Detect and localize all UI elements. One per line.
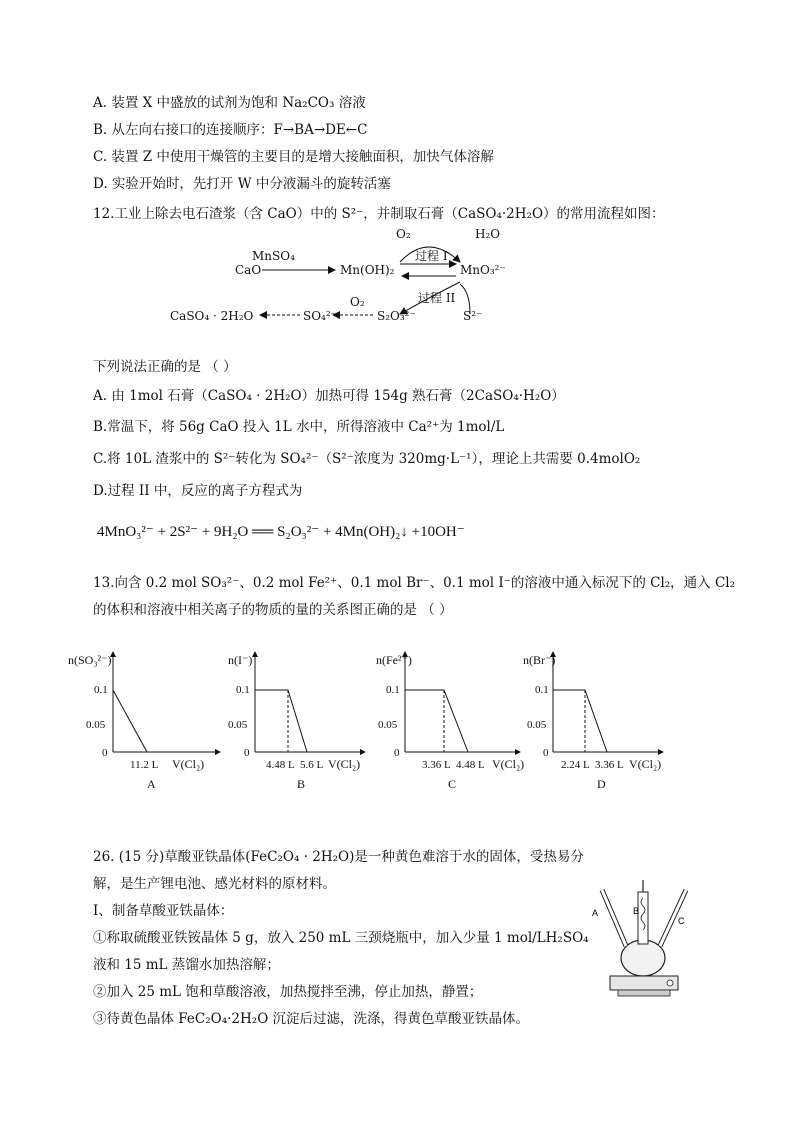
graph-b-line: [255, 690, 307, 752]
apparatus-label-b: B: [633, 906, 640, 916]
q11-option-b: B. 从左向右接口的连接顺序：F→BA→DE←C: [93, 122, 368, 138]
graph-c-xtick-2: 4.48 L: [456, 759, 485, 771]
q13-stem-1: 13.向含 0.2 mol SO₃²⁻、0.2 mol Fe²⁺、0.1 mol Br⁻、0.1 mol I⁻的溶液中通入标况下的 Cl₂，通入 Cl₂: [93, 575, 736, 591]
q11-option-d: D. 实验开始时，先打开 W 中分液漏斗的旋转活塞: [93, 176, 391, 192]
apparatus-label-a: A: [592, 908, 599, 918]
graph-d: [505, 640, 675, 790]
flow-o2-top: O₂: [396, 227, 411, 241]
flow-s2o3: S₂O₃²⁻: [377, 309, 416, 323]
graph-b-ytick-3: 0: [244, 747, 250, 759]
q13-stem-2: 的体积和溶液中相关离子的物质的量的关系图正确的是 （ ）: [93, 602, 453, 618]
q26-line-2: 解，是生产锂电池、感光材料的原材料。: [93, 876, 336, 892]
graph-a-ytick-2: 0.05: [86, 719, 106, 731]
q12-equation: 4MnO₃²⁻ + 2S²⁻ + 9H₂O ══ S₂O₃²⁻ + 4Mn(OH)₂↓ +10OH⁻: [97, 524, 465, 540]
three-neck-flask-apparatus-icon: [588, 872, 700, 1000]
graph-d-ytick-2: 0.05: [527, 719, 547, 731]
graph-b-xtick-1: 4.48 L: [266, 759, 295, 771]
flow-h2o: H₂O: [475, 227, 501, 241]
graph-b-ytick-2: 0.05: [228, 719, 248, 731]
q26-line-3: I、制备草酸亚铁晶体：: [93, 903, 234, 919]
graph-d-label: D: [597, 777, 606, 790]
graph-d-xlabel: V(Cl₂): [629, 757, 662, 771]
graph-c-ytick-3: 0: [394, 747, 400, 759]
graph-d-ytick-1: 0.1: [535, 684, 549, 696]
flow-o2-bottom: O₂: [350, 295, 365, 309]
q12-option-b: B.常温下，将 56g CaO 投入 1L 水中，所得溶液中 Ca²⁺为 1mol/L: [93, 419, 505, 435]
graph-a: [60, 640, 230, 790]
graph-a-xlabel: V(Cl₂): [172, 757, 205, 771]
graph-a-xtick-1: 11.2 L: [130, 759, 159, 771]
flow-s2: S²⁻: [463, 309, 483, 323]
graph-a-ylabel: n(SO₃²⁻): [68, 653, 112, 667]
flow-process-2: 过程 II: [418, 291, 456, 305]
q26-line-6: ②加入 25 mL 饱和草酸溶液，加热搅拌至沸，停止加热，静置；: [93, 984, 483, 1000]
graph-d-xtick-2: 3.36 L: [595, 759, 624, 771]
q12-stem: 12.工业上除去电石渣浆（含 CaO）中的 S²⁻，并制取石膏（CaSO₄·2H₂O）的常用流程如图：: [93, 206, 665, 222]
flow-mno3: MnO₃²⁻: [460, 263, 506, 277]
graph-c-ylabel: n(Fe²⁺): [376, 653, 412, 667]
graph-a-line: [113, 690, 147, 752]
flow-cao: CaO: [235, 263, 262, 277]
graph-d-ytick-3: 0: [543, 747, 549, 759]
flow-process-1: 过程 I: [415, 249, 448, 263]
graph-b-ylabel: n(I⁻): [228, 653, 253, 667]
flow-mnso4: MnSO₄: [252, 249, 295, 263]
graph-d-ylabel: n(Br⁻): [523, 653, 556, 667]
q12-flow-diagram: [160, 222, 520, 332]
graph-c-line: [405, 690, 468, 752]
q12-prompt: 下列说法正确的是 （ ）: [93, 359, 237, 375]
graph-b-xlabel: V(Cl₂): [328, 757, 361, 771]
graph-a-ytick-3: 0: [102, 747, 108, 759]
graph-a-label: A: [147, 777, 156, 790]
q11-option-a: A. 装置 X 中盛放的试剂为饱和 Na₂CO₃ 溶液: [93, 95, 366, 111]
q26-line-1: 26. (15 分)草酸亚铁晶体(FeC₂O₄ · 2H₂O)是一种黄色难溶于水的固体，受热易分: [93, 849, 584, 865]
graph-b-label: B: [297, 777, 306, 790]
q12-option-a: A. 由 1mol 石膏（CaSO₄ · 2H₂O）加热可得 154g 熟石膏（2CaSO₄·H₂O）: [93, 388, 565, 404]
apparatus-label-c: C: [678, 916, 685, 926]
q26-line-5: 液和 15 mL 蒸馏水加热溶解；: [93, 957, 280, 973]
graph-c-ytick-2: 0.05: [378, 719, 398, 731]
q26-line-4: ①称取硫酸亚铁铵晶体 5 g，放入 250 mL 三颈烧瓶中，加入少量 1 mol/LH₂SO₄: [93, 930, 589, 946]
graph-b-ytick-1: 0.1: [236, 684, 250, 696]
graph-c-xlabel: V(Cl₂): [492, 757, 525, 771]
flow-so4: SO₄²⁻: [303, 309, 338, 323]
q12-option-c: C.将 10L 渣浆中的 S²⁻转化为 SO₄²⁻（S²⁻浓度为 320mg·L⁻¹），理论上共需要 0.4molO₂: [93, 451, 641, 467]
graph-b-xtick-2: 5.6 L: [300, 759, 324, 771]
graph-c-label: C: [448, 777, 457, 790]
graph-c-xtick-1: 3.36 L: [422, 759, 451, 771]
q11-option-c: C. 装置 Z 中使用干燥管的主要目的是增大接触面积，加快气体溶解: [93, 149, 494, 165]
q12-option-d: D.过程 II 中，反应的离子方程式为: [93, 483, 303, 499]
graph-b: [210, 640, 380, 790]
q26-line-7: ③待黄色晶体 FeC₂O₄·2H₂O 沉淀后过滤，洗涤，得黄色草酸亚铁晶体。: [93, 1011, 530, 1027]
graph-d-line: [553, 690, 607, 752]
graph-c-ytick-1: 0.1: [386, 684, 400, 696]
graph-d-xtick-1: 2.24 L: [561, 759, 590, 771]
graph-a-ytick-1: 0.1: [94, 684, 108, 696]
flow-mnoh2: Mn(OH)₂: [340, 263, 395, 277]
flow-caso4: CaSO₄ · 2H₂O: [170, 309, 254, 323]
